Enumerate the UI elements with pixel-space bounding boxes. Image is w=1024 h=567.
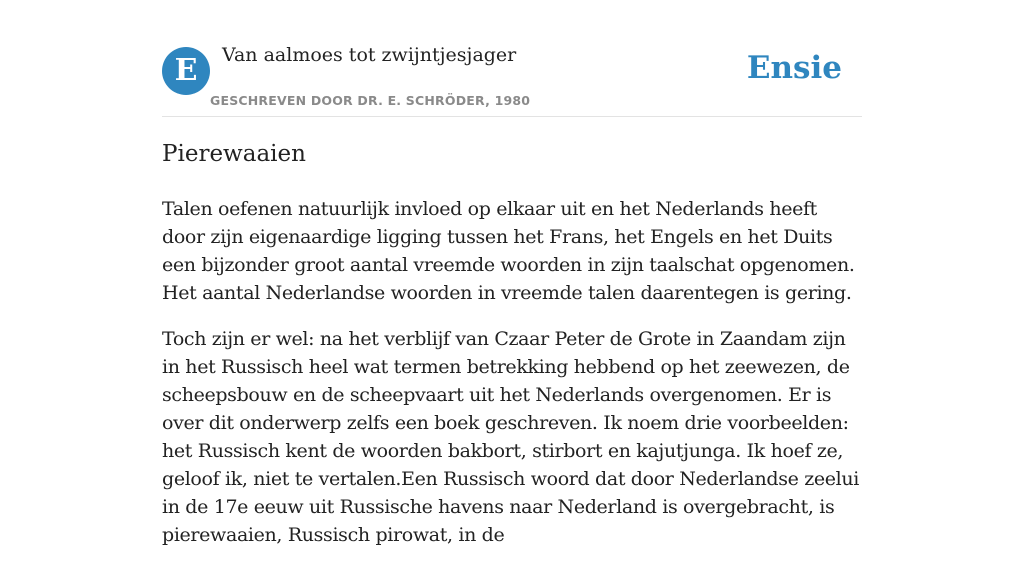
article-body: [162, 138, 862, 567]
ensie-logo-icon[interactable]: E: [162, 47, 210, 95]
ensie-brand-logo[interactable]: Ensie: [746, 50, 842, 86]
article-paragraph: Toch zijn er wel: na het verblijf van Czaar Peter de Grote in Zaandam zijn in het Russisch heel wat termen betrekking hebbend op het zeewezen, de scheepsbouw en de scheepvaart uit het Nederlands overgenomen. Er is over dit onderwerp zelfs een boek geschreven. Ik noem drie voorbeelden: het Russisch kent de woorden bakbort, stirbort en kajutjunga. Ik hoef ze, geloof ik, niet te vertalen.Een Russisch woord dat door Nederlandse zeelui in de 17e eeuw uit Russische havens naar Nederland is overgebracht, is pierewaaien, Russisch pirowat, in de: [162, 328, 859, 546]
article-title: Pierewaaien: [162, 141, 306, 167]
author-byline: GESCHREVEN DOOR DR. E. SCHRÖDER, 1980: [210, 93, 531, 108]
article-paragraph: Talen oefenen natuurlijk invloed op elkaar uit en het Nederlands heeft door zijn eigenaardige ligging tussen het Frans, het Engels en het Duits een bijzonder groot aantal vreemde woorden in zijn taalschat opgenomen. Het aantal Nederlandse woorden in vreemde talen daarentegen is gering.: [162, 198, 855, 304]
page-header: [162, 0, 862, 117]
book-title-link[interactable]: Van aalmoes tot zwijntjesjager: [222, 44, 517, 66]
